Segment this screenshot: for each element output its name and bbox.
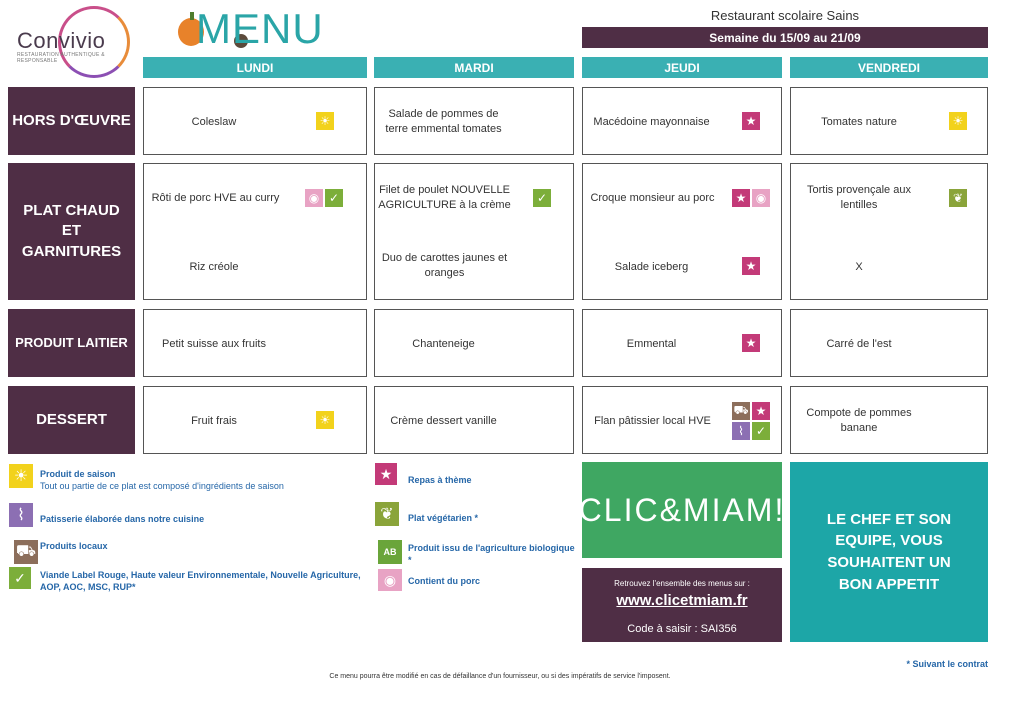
- cell-plat-jeudi: [582, 163, 782, 300]
- sun-icon: ☀: [9, 464, 33, 488]
- cell-laitier-mardi: [374, 309, 574, 377]
- legend-locaux: Produits locaux: [40, 541, 108, 551]
- dish-name: Emmental: [626, 338, 677, 350]
- cell-dessert-jeudi: [582, 386, 782, 454]
- day-header-vendredi: VENDREDI: [790, 57, 988, 78]
- dish-main: Rôti de porc HVE au curry: [151, 192, 280, 204]
- cell-hors-lundi: [143, 87, 367, 155]
- category-plat-chaud: PLAT CHAUD ET GARNITURES: [8, 163, 135, 300]
- dish-name: Flan pâtissier local HVE: [594, 415, 711, 427]
- check-icon: ✓: [9, 567, 31, 589]
- star-icon: ★: [375, 463, 397, 485]
- legend-theme: Repas à thème: [408, 475, 472, 485]
- week-range: Semaine du 15/09 au 21/09: [582, 27, 988, 48]
- category-dessert: DESSERT: [8, 386, 135, 454]
- dish-name: Fruit frais: [191, 415, 237, 427]
- dish-name: Crème dessert vanille: [390, 415, 497, 427]
- menu-title: MENU: [196, 5, 324, 52]
- whisk-icon: ⌇: [9, 503, 33, 527]
- dish-side: Riz créole: [189, 261, 239, 273]
- clicmiam-logo-text: CLIC&MIAM!: [578, 491, 786, 528]
- restaurant-name: Restaurant scolaire Sains: [710, 8, 860, 23]
- clicmiam-retrouvez: Retrouvez l'ensemble des menus sur :: [614, 579, 750, 588]
- pig-icon: ◉: [752, 189, 770, 207]
- dish-main: Filet de poulet NOUVELLE AGRICULTURE à la crème: [378, 184, 511, 211]
- pig-icon: ◉: [305, 189, 323, 207]
- pig-icon: ◉: [378, 569, 402, 591]
- dish-name: Carré de l'est: [826, 338, 892, 350]
- star-icon: ★: [742, 257, 760, 275]
- legend-label: Viande Label Rouge, Haute valeur Environnementale, Nouvelle Agriculture, AOP, AOC, MSC, RUP*: [40, 570, 361, 592]
- clicmiam-code: Code à saisir : SAI356: [627, 623, 737, 635]
- contract-note: * Suivant le contrat: [906, 659, 988, 669]
- ab-bio-icon: AB: [378, 540, 402, 564]
- category-produit-laitier: PRODUIT LAITIER: [8, 309, 135, 377]
- clicmiam-link[interactable]: www.clicetmiam.fr: [616, 592, 748, 609]
- dish-side: Duo de carottes jaunes et oranges: [381, 252, 508, 279]
- day-header-mardi: MARDI: [374, 57, 574, 78]
- footer-disclaimer: Ce menu pourra être modifié en cas de défaillance d'un fournisseur, ou si des impératifs de service l'imposent.: [329, 673, 671, 680]
- sun-icon: ☀: [316, 112, 334, 130]
- dish-name: Compote de pommes banane: [806, 407, 912, 434]
- category-hors-doeuvre: HORS D'ŒUVRE: [8, 87, 135, 155]
- dish-main: Croque monsieur au porc: [590, 192, 715, 204]
- cell-dessert-mardi: [374, 386, 574, 454]
- whisk-icon: ⌇: [732, 422, 750, 440]
- check-icon: ✓: [325, 189, 343, 207]
- cell-hors-mardi: [374, 87, 574, 155]
- dish-side: Salade iceberg: [614, 261, 689, 273]
- cell-plat-lundi: [143, 163, 367, 300]
- convivio-logo: Convivio: [17, 28, 106, 53]
- check-icon: ✓: [752, 422, 770, 440]
- legend-saison: Produit de saison: [40, 469, 116, 479]
- chef-message-box: [790, 462, 988, 642]
- dish-name: Coleslaw: [191, 116, 237, 128]
- leaf-icon: ❦: [949, 189, 967, 207]
- clicmiam-logo: [578, 462, 786, 558]
- dish-side: X: [855, 261, 863, 273]
- star-icon: ★: [752, 402, 770, 420]
- sun-icon: ☀: [316, 411, 334, 429]
- legend-vegetarien: Plat végétarien *: [408, 513, 479, 523]
- star-icon: ★: [742, 334, 760, 352]
- cell-dessert-vendredi: [790, 386, 988, 454]
- day-header-lundi: LUNDI: [143, 57, 367, 78]
- cell-laitier-lundi: [143, 309, 367, 377]
- legend-patisserie: Patisserie élaborée dans notre cuisine: [40, 514, 205, 524]
- legend-bio: Produit issu de l'agriculture biologique *: [408, 543, 575, 565]
- star-icon: ★: [732, 189, 750, 207]
- legend-saison-desc: Tout ou partie de ce plat est composé d'ingrédients de saison: [40, 481, 284, 491]
- day-header-jeudi: JEUDI: [582, 57, 782, 78]
- cell-laitier-vendredi: [790, 309, 988, 377]
- pumpkin-stem-icon: [190, 12, 194, 20]
- dish-name: Salade de pommes de terre emmental tomates: [385, 108, 502, 135]
- dish-name: Tomates nature: [821, 116, 897, 128]
- clicmiam-website-box: [582, 568, 782, 642]
- cell-dessert-lundi: [143, 386, 367, 454]
- dish-main: Tortis provençale aux lentilles: [807, 184, 911, 211]
- dish-name: Petit suisse aux fruits: [162, 338, 266, 350]
- dish-name: Macédoine mayonnaise: [593, 116, 710, 128]
- chef-message: LE CHEF ET SON EQUIPE, VOUS SOUHAITENT UN BON APPETIT: [826, 510, 952, 593]
- cell-plat-mardi: [374, 163, 574, 300]
- cell-hors-vendredi: [790, 87, 988, 155]
- tractor-icon: ⛟: [14, 540, 38, 564]
- star-icon: ★: [742, 112, 760, 130]
- cell-plat-vendredi: [790, 163, 988, 300]
- tractor-icon: ⛟: [732, 402, 750, 420]
- cell-laitier-jeudi: [582, 309, 782, 377]
- cell-hors-jeudi: [582, 87, 782, 155]
- sun-icon: ☀: [949, 112, 967, 130]
- check-icon: ✓: [533, 189, 551, 207]
- convivio-tagline: RESTAURATION AUTHENTIQUE & RESPONSABLE: [17, 52, 105, 64]
- leaf-icon: ❦: [375, 502, 399, 526]
- dish-name: Chanteneige: [412, 338, 475, 350]
- legend-porc: Contient du porc: [408, 576, 480, 586]
